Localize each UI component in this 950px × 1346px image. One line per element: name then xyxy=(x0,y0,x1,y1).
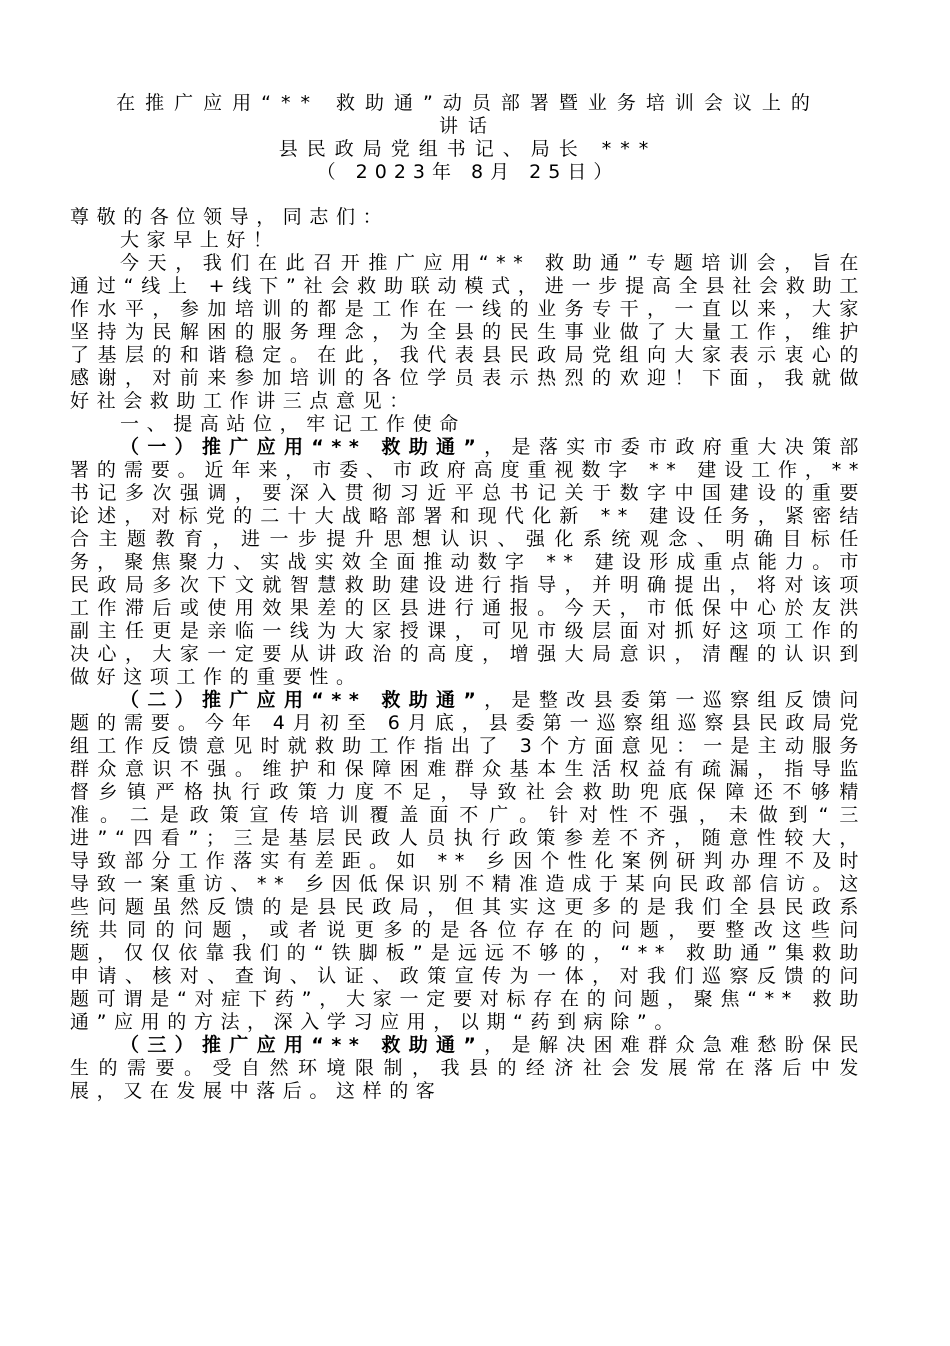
paragraph-1-lead: （一）推广应用“** 救助通” xyxy=(120,436,484,458)
title-line-1: 在推广应用“** 救助通”动员部署暨业务培训会议上的 xyxy=(116,92,820,114)
paragraph-3-lead: （三）推广应用“** 救助通” xyxy=(120,1034,484,1056)
date-line: （ 2023年 8月 25日） xyxy=(316,161,620,183)
paragraph-2-text: ，是整改县委第一巡察组反馈问题的需要。今年 4月初至 6月底，县委第一巡察组巡察县民政局党组工作反馈意见时就救助工作指出了 3个方面意见：一是主动服务群众意识不强。维护和保障困难群众基本生活权益有疏漏，指导监督乡镇严格执行政策力度不足，导致社会救助兜底保障还不够精准。二是政策宣传培训覆盖面不广。针对性不强，未做到“三进”“四看”；三是基层民政人员执行政策参差不齐，随意性较大，导致部分工作落实有差距。如 ** 乡因个性化案例研判办理不及时导致一案重访、** 乡因低保识别不精准造成于某向民政部信访。这些问题虽然反馈的是县民政局，但其实这更多的是我们全县民政系统共同的问题，或者说更多的是各位存在的问题，要整改这些问题，仅仅依靠我们的“铁脚板”是远远不够的，“** 救助通”集救助申请、核对、查询、认证、政策宣传为一体，对我们巡察反馈的问题可谓是“对症下药”，大家一定要对标存在的问题，聚焦“** 救助通”应用的方法，深入学习应用，以期“药到病除”。 xyxy=(70,689,866,1033)
salutation: 尊敬的各位领导，同志们： xyxy=(70,206,390,228)
paragraph-3 xyxy=(70,1034,866,1103)
intro-paragraph: 今天，我们在此召开推广应用“** 救助通”专题培训会，旨在通过“线上 +线下”社会救助联动模式，进一步提高全县社会救助工作水平，参加培训的都是工作在一线的业务专干，一直以来，大家坚持为民解困的服务理念，为全县的民生事业做了大量工作，维护了基层的和谐稳定。在此，我代表县民政局党组向大家表示衷心的感谢，对前来参加培训的各位学员表示热烈的欢迎！下面，我就做好社会救助工作讲三点意见： xyxy=(70,252,866,412)
author-line: 县民政局党组书记、局长 *** xyxy=(278,138,658,160)
paragraph-2 xyxy=(70,689,866,1034)
paragraph-1-text: ，是落实市委市政府重大决策部署的需要。近年来，市委、市政府高度重视数字 ** 建设工作，** 书记多次强调，要深入贯彻习近平总书记关于数字中国建设的重要论述，对标党的二十大战略部署和现代化新 ** 建设任务，紧密结合主题教育，进一步提升思想认识、强化系统观念、明确目标任务，聚焦聚力、实战实效全面推动数字 ** 建设形成重点能力。市民政局多次下文就智慧救助建设进行指导，并明确提出，将对该项工作滞后或使用效果差的区县进行通报。今天，市低保中心於友洪副主任更是亲临一线为大家授课，可见市级层面对抓好这项工作的决心，大家一定要从讲政治的高度，增强大局意识，清醒的认识到做好这项工作的重要性。 xyxy=(70,436,866,688)
document-title xyxy=(70,92,866,138)
document-page xyxy=(70,92,866,1103)
paragraph-3-text: ，是解决困难群众急难愁盼保民生的需要。受自然环境限制，我县的经济社会发展常在落后中发展，又在发展中落后。这样的客 xyxy=(70,1034,866,1102)
title-line-2: 讲话 xyxy=(438,115,497,137)
paragraph-1 xyxy=(70,436,866,689)
speech-body xyxy=(70,206,866,1103)
greeting: 大家早上好！ xyxy=(120,229,280,251)
section-1-heading: 一、提高站位，牢记工作使命 xyxy=(120,413,466,435)
paragraph-2-lead: （二）推广应用“** 救助通” xyxy=(120,689,484,711)
